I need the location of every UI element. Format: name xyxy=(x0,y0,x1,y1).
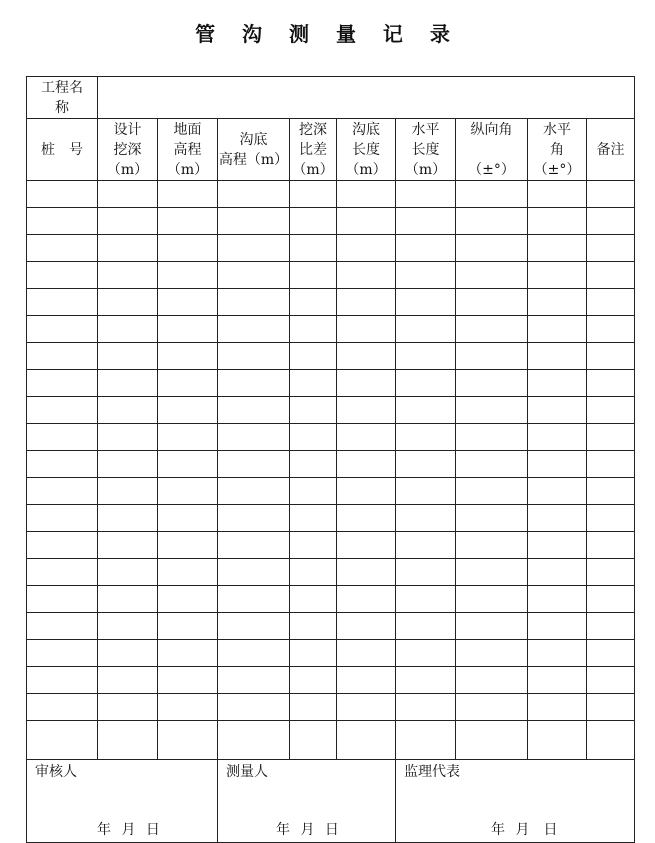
column-header-line: （m） xyxy=(106,161,149,178)
table-cell-depth_diff[interactable] xyxy=(290,370,337,397)
table-cell-design_depth[interactable] xyxy=(98,316,158,343)
table-cell-bottom_length[interactable] xyxy=(337,532,396,559)
column-header-line: 沟底 xyxy=(352,121,380,138)
table-cell-zhuanghao[interactable] xyxy=(27,505,98,532)
table-cell-design_depth[interactable] xyxy=(98,640,158,667)
column-header-horiz_angle xyxy=(528,119,587,181)
table-cell-zhuanghao[interactable] xyxy=(27,478,98,505)
table-cell-design_depth[interactable] xyxy=(98,559,158,586)
table-cell-design_depth[interactable] xyxy=(98,667,158,694)
table-cell-depth_diff[interactable] xyxy=(290,424,337,451)
table-cell-zhuanghao[interactable] xyxy=(27,586,98,613)
table-cell-horiz_angle[interactable] xyxy=(528,289,587,316)
table-cell-horiz_length[interactable] xyxy=(396,343,456,370)
table-cell-long_angle[interactable] xyxy=(456,613,528,640)
table-cell-trench_bottom_elev[interactable] xyxy=(218,586,290,613)
table-cell-remarks[interactable] xyxy=(587,613,635,640)
table-cell-trench_bottom_elev[interactable] xyxy=(218,478,290,505)
table-row xyxy=(27,532,635,559)
table-cell-depth_diff[interactable] xyxy=(290,559,337,586)
table-cell-design_depth[interactable] xyxy=(98,181,158,208)
table-cell-remarks[interactable] xyxy=(587,721,635,760)
table-cell-zhuanghao[interactable] xyxy=(27,532,98,559)
table-cell-zhuanghao[interactable] xyxy=(27,343,98,370)
table-cell-depth_diff[interactable] xyxy=(290,451,337,478)
table-cell-horiz_length[interactable] xyxy=(396,451,456,478)
table-cell-horiz_angle[interactable] xyxy=(528,532,587,559)
table-cell-horiz_length[interactable] xyxy=(396,370,456,397)
table-row xyxy=(27,586,635,613)
header-row xyxy=(27,119,635,181)
table-cell-remarks[interactable] xyxy=(587,181,635,208)
table-cell-long_angle[interactable] xyxy=(456,478,528,505)
table-cell-trench_bottom_elev[interactable] xyxy=(218,316,290,343)
table-cell-long_angle[interactable] xyxy=(456,289,528,316)
table-cell-long_angle[interactable] xyxy=(456,397,528,424)
table-cell-depth_diff[interactable] xyxy=(290,208,337,235)
table-cell-bottom_length[interactable] xyxy=(337,424,396,451)
table-cell-zhuanghao[interactable] xyxy=(27,181,98,208)
table-cell-ground_elev[interactable] xyxy=(158,640,218,667)
table-cell-horiz_length[interactable] xyxy=(396,208,456,235)
table-cell-horiz_length[interactable] xyxy=(396,667,456,694)
table-row xyxy=(27,262,635,289)
table-cell-trench_bottom_elev[interactable] xyxy=(218,721,290,760)
table-cell-zhuanghao[interactable] xyxy=(27,289,98,316)
table-row xyxy=(27,478,635,505)
table-cell-zhuanghao[interactable] xyxy=(27,613,98,640)
table-cell-depth_diff[interactable] xyxy=(290,505,337,532)
table-cell-bottom_length[interactable] xyxy=(337,181,396,208)
table-cell-trench_bottom_elev[interactable] xyxy=(218,289,290,316)
table-cell-design_depth[interactable] xyxy=(98,262,158,289)
column-header-horiz_length xyxy=(396,119,456,181)
column-header-design_depth xyxy=(98,119,158,181)
table-cell-bottom_length[interactable] xyxy=(337,262,396,289)
table-cell-horiz_angle[interactable] xyxy=(528,262,587,289)
table-cell-remarks[interactable] xyxy=(587,208,635,235)
table-cell-horiz_length[interactable] xyxy=(396,289,456,316)
table-row xyxy=(27,235,635,262)
column-header-line: 长度 xyxy=(352,141,380,158)
table-cell-zhuanghao[interactable] xyxy=(27,262,98,289)
table-cell-design_depth[interactable] xyxy=(98,505,158,532)
table-cell-ground_elev[interactable] xyxy=(158,532,218,559)
table-cell-horiz_angle[interactable] xyxy=(528,370,587,397)
table-cell-design_depth[interactable] xyxy=(98,343,158,370)
table-cell-horiz_length[interactable] xyxy=(396,181,456,208)
table-cell-trench_bottom_elev[interactable] xyxy=(218,532,290,559)
table-cell-depth_diff[interactable] xyxy=(290,343,337,370)
column-header-line: 高程 xyxy=(173,141,202,158)
table-row xyxy=(27,505,635,532)
table-cell-ground_elev[interactable] xyxy=(158,289,218,316)
table-cell-ground_elev[interactable] xyxy=(158,397,218,424)
column-header-remarks xyxy=(587,119,635,181)
table-row xyxy=(27,613,635,640)
table-cell-remarks[interactable] xyxy=(587,532,635,559)
table-row xyxy=(27,370,635,397)
page-title: 管 沟 测 量 记 录 xyxy=(195,22,460,46)
table-cell-design_depth[interactable] xyxy=(98,694,158,721)
column-header-depth_diff xyxy=(290,119,337,181)
table-cell-ground_elev[interactable] xyxy=(158,262,218,289)
survey-table xyxy=(26,76,635,843)
column-header-line: 挖深 xyxy=(299,121,327,138)
table-cell-bottom_length[interactable] xyxy=(337,478,396,505)
table-cell-long_angle[interactable] xyxy=(456,181,528,208)
table-cell-trench_bottom_elev[interactable] xyxy=(218,640,290,667)
reviewer-label: 审核人 xyxy=(35,764,77,780)
table-cell-bottom_length[interactable] xyxy=(337,586,396,613)
table-cell-remarks[interactable] xyxy=(587,343,635,370)
table-cell-horiz_angle[interactable] xyxy=(528,694,587,721)
table-cell-remarks[interactable] xyxy=(587,694,635,721)
table-cell-trench_bottom_elev[interactable] xyxy=(218,235,290,262)
table-cell-design_depth[interactable] xyxy=(98,586,158,613)
table-cell-trench_bottom_elev[interactable] xyxy=(218,424,290,451)
table-cell-trench_bottom_elev[interactable] xyxy=(218,370,290,397)
table-cell-depth_diff[interactable] xyxy=(290,532,337,559)
table-cell-remarks[interactable] xyxy=(587,586,635,613)
column-header-line: （m） xyxy=(404,161,447,178)
table-cell-horiz_length[interactable] xyxy=(396,640,456,667)
table-cell-long_angle[interactable] xyxy=(456,235,528,262)
table-cell-horiz_angle[interactable] xyxy=(528,640,587,667)
table-cell-horiz_length[interactable] xyxy=(396,559,456,586)
table-cell-bottom_length[interactable] xyxy=(337,721,396,760)
table-cell-bottom_length[interactable] xyxy=(337,694,396,721)
table-cell-depth_diff[interactable] xyxy=(290,721,337,760)
signature-row xyxy=(27,760,635,843)
table-cell-design_depth[interactable] xyxy=(98,451,158,478)
column-header-line: 纵向角 xyxy=(470,121,513,138)
table-cell-remarks[interactable] xyxy=(587,316,635,343)
table-cell-bottom_length[interactable] xyxy=(337,640,396,667)
table-cell-trench_bottom_elev[interactable] xyxy=(218,262,290,289)
table-cell-ground_elev[interactable] xyxy=(158,316,218,343)
table-cell-design_depth[interactable] xyxy=(98,397,158,424)
table-cell-bottom_length[interactable] xyxy=(337,505,396,532)
table-cell-horiz_angle[interactable] xyxy=(528,235,587,262)
table-row xyxy=(27,316,635,343)
table-cell-trench_bottom_elev[interactable] xyxy=(218,181,290,208)
table-cell-depth_diff[interactable] xyxy=(290,181,337,208)
table-cell-zhuanghao[interactable] xyxy=(27,640,98,667)
table-cell-long_angle[interactable] xyxy=(456,667,528,694)
table-cell-remarks[interactable] xyxy=(587,370,635,397)
table-cell-remarks[interactable] xyxy=(587,478,635,505)
table-cell-long_angle[interactable] xyxy=(456,532,528,559)
table-cell-remarks[interactable] xyxy=(587,262,635,289)
table-cell-trench_bottom_elev[interactable] xyxy=(218,694,290,721)
column-header-line: 高程（m） xyxy=(218,151,289,168)
table-row xyxy=(27,343,635,370)
table-cell-depth_diff[interactable] xyxy=(290,316,337,343)
table-row xyxy=(27,208,635,235)
table-cell-trench_bottom_elev[interactable] xyxy=(218,559,290,586)
table-cell-ground_elev[interactable] xyxy=(158,370,218,397)
table-row xyxy=(27,289,635,316)
table-cell-design_depth[interactable] xyxy=(98,721,158,760)
column-header-line: （±°） xyxy=(468,161,515,178)
table-cell-remarks[interactable] xyxy=(587,289,635,316)
table-cell-ground_elev[interactable] xyxy=(158,451,218,478)
column-header-line: 地面 xyxy=(173,121,202,138)
table-cell-depth_diff[interactable] xyxy=(290,235,337,262)
table-cell-ground_elev[interactable] xyxy=(158,613,218,640)
table-cell-trench_bottom_elev[interactable] xyxy=(218,505,290,532)
table-cell-horiz_angle[interactable] xyxy=(528,478,587,505)
column-header-line: 备注 xyxy=(596,141,625,158)
column-header-line: （m） xyxy=(292,161,334,178)
table-cell-remarks[interactable] xyxy=(587,397,635,424)
table-cell-zhuanghao[interactable] xyxy=(27,235,98,262)
column-header-line: 桩 号 xyxy=(41,141,83,158)
table-cell-long_angle[interactable] xyxy=(456,586,528,613)
table-cell-design_depth[interactable] xyxy=(98,532,158,559)
table-cell-design_depth[interactable] xyxy=(98,235,158,262)
project-name-row xyxy=(27,77,635,119)
table-cell-long_angle[interactable] xyxy=(456,559,528,586)
table-cell-horiz_length[interactable] xyxy=(396,721,456,760)
table-cell-bottom_length[interactable] xyxy=(337,235,396,262)
table-cell-long_angle[interactable] xyxy=(456,262,528,289)
table-cell-zhuanghao[interactable] xyxy=(27,667,98,694)
table-row xyxy=(27,181,635,208)
table-cell-horiz_length[interactable] xyxy=(396,532,456,559)
table-cell-ground_elev[interactable] xyxy=(158,667,218,694)
table-row xyxy=(27,694,635,721)
table-cell-trench_bottom_elev[interactable] xyxy=(218,397,290,424)
column-header-line: 水平 xyxy=(543,121,571,138)
supervisor-label: 监理代表 xyxy=(404,764,460,780)
table-cell-trench_bottom_elev[interactable] xyxy=(218,667,290,694)
table-cell-remarks[interactable] xyxy=(587,424,635,451)
supervisor-cell[interactable] xyxy=(396,760,635,843)
column-header-line: 水平 xyxy=(411,121,440,138)
column-header-zhuanghao xyxy=(27,119,98,181)
surveyor-label: 测量人 xyxy=(226,764,268,780)
table-cell-ground_elev[interactable] xyxy=(158,208,218,235)
table-cell-bottom_length[interactable] xyxy=(337,289,396,316)
column-header-line: 沟底 xyxy=(239,131,268,148)
table-row xyxy=(27,424,635,451)
surveyor-date: 年 月 日 xyxy=(276,822,339,838)
table-cell-long_angle[interactable] xyxy=(456,505,528,532)
table-cell-horiz_angle[interactable] xyxy=(528,343,587,370)
column-header-bottom_length xyxy=(337,119,396,181)
table-cell-zhuanghao[interactable] xyxy=(27,370,98,397)
table-cell-long_angle[interactable] xyxy=(456,370,528,397)
reviewer-cell[interactable] xyxy=(27,760,218,843)
table-cell-remarks[interactable] xyxy=(587,667,635,694)
table-cell-horiz_length[interactable] xyxy=(396,316,456,343)
table-cell-horiz_length[interactable] xyxy=(396,262,456,289)
table-cell-long_angle[interactable] xyxy=(456,694,528,721)
table-cell-design_depth[interactable] xyxy=(98,208,158,235)
table-cell-horiz_length[interactable] xyxy=(396,424,456,451)
column-header-line: 设计 xyxy=(113,121,142,138)
table-cell-horiz_angle[interactable] xyxy=(528,424,587,451)
table-cell-horiz_length[interactable] xyxy=(396,235,456,262)
table-cell-horiz_angle[interactable] xyxy=(528,721,587,760)
column-header-ground_elev xyxy=(158,119,218,181)
surveyor-cell[interactable] xyxy=(218,760,396,843)
table-cell-horiz_length[interactable] xyxy=(396,505,456,532)
table-cell-horiz_angle[interactable] xyxy=(528,559,587,586)
table-cell-ground_elev[interactable] xyxy=(158,694,218,721)
table-cell-bottom_length[interactable] xyxy=(337,451,396,478)
table-cell-ground_elev[interactable] xyxy=(158,478,218,505)
reviewer-date: 年 月 日 xyxy=(97,822,160,838)
table-cell-depth_diff[interactable] xyxy=(290,289,337,316)
table-cell-zhuanghao[interactable] xyxy=(27,694,98,721)
column-header-line xyxy=(456,140,527,160)
table-cell-design_depth[interactable] xyxy=(98,370,158,397)
table-cell-ground_elev[interactable] xyxy=(158,424,218,451)
table-cell-depth_diff[interactable] xyxy=(290,586,337,613)
column-header-line: 比差 xyxy=(299,141,327,158)
table-cell-depth_diff[interactable] xyxy=(290,397,337,424)
table-row xyxy=(27,559,635,586)
table-cell-bottom_length[interactable] xyxy=(337,208,396,235)
table-cell-horiz_angle[interactable] xyxy=(528,667,587,694)
table-cell-horiz_angle[interactable] xyxy=(528,505,587,532)
table-cell-long_angle[interactable] xyxy=(456,316,528,343)
supervisor-date: 年 月 日 xyxy=(491,822,558,838)
table-cell-bottom_length[interactable] xyxy=(337,559,396,586)
table-row xyxy=(27,397,635,424)
project-name-field[interactable] xyxy=(98,77,635,119)
table-cell-trench_bottom_elev[interactable] xyxy=(218,613,290,640)
table-cell-ground_elev[interactable] xyxy=(158,505,218,532)
table-cell-long_angle[interactable] xyxy=(456,721,528,760)
column-header-line: 挖深 xyxy=(113,141,142,158)
table-cell-zhuanghao[interactable] xyxy=(27,424,98,451)
table-cell-bottom_length[interactable] xyxy=(337,316,396,343)
table-cell-zhuanghao[interactable] xyxy=(27,559,98,586)
table-cell-horiz_angle[interactable] xyxy=(528,181,587,208)
table-cell-ground_elev[interactable] xyxy=(158,586,218,613)
column-header-line: （m） xyxy=(345,161,387,178)
table-cell-depth_diff[interactable] xyxy=(290,694,337,721)
table-cell-remarks[interactable] xyxy=(587,505,635,532)
table-cell-horiz_length[interactable] xyxy=(396,478,456,505)
table-cell-horiz_angle[interactable] xyxy=(528,208,587,235)
table-cell-bottom_length[interactable] xyxy=(337,397,396,424)
table-cell-zhuanghao[interactable] xyxy=(27,208,98,235)
table-cell-depth_diff[interactable] xyxy=(290,640,337,667)
column-header-line: （m） xyxy=(166,161,209,178)
table-cell-remarks[interactable] xyxy=(587,451,635,478)
table-cell-horiz_angle[interactable] xyxy=(528,397,587,424)
table-cell-trench_bottom_elev[interactable] xyxy=(218,343,290,370)
table-row xyxy=(27,721,635,760)
column-header-line: 角 xyxy=(550,141,564,158)
table-cell-horiz_length[interactable] xyxy=(396,586,456,613)
table-cell-bottom_length[interactable] xyxy=(337,343,396,370)
table-cell-bottom_length[interactable] xyxy=(337,613,396,640)
table-cell-horiz_angle[interactable] xyxy=(528,316,587,343)
table-cell-ground_elev[interactable] xyxy=(158,721,218,760)
table-cell-long_angle[interactable] xyxy=(456,343,528,370)
table-cell-long_angle[interactable] xyxy=(456,208,528,235)
table-cell-long_angle[interactable] xyxy=(456,424,528,451)
table-cell-depth_diff[interactable] xyxy=(290,262,337,289)
table-cell-remarks[interactable] xyxy=(587,559,635,586)
column-header-line: （±°） xyxy=(533,161,581,178)
table-cell-horiz_angle[interactable] xyxy=(528,586,587,613)
table-cell-design_depth[interactable] xyxy=(98,613,158,640)
table-cell-ground_elev[interactable] xyxy=(158,559,218,586)
table-cell-horiz_angle[interactable] xyxy=(528,451,587,478)
table-cell-zhuanghao[interactable] xyxy=(27,451,98,478)
table-cell-zhuanghao[interactable] xyxy=(27,397,98,424)
table-cell-design_depth[interactable] xyxy=(98,478,158,505)
table-cell-zhuanghao[interactable] xyxy=(27,721,98,760)
column-header-line: 长度 xyxy=(411,141,440,158)
table-cell-bottom_length[interactable] xyxy=(337,667,396,694)
table-cell-horiz_length[interactable] xyxy=(396,397,456,424)
table-cell-ground_elev[interactable] xyxy=(158,343,218,370)
table-cell-ground_elev[interactable] xyxy=(158,181,218,208)
table-cell-horiz_length[interactable] xyxy=(396,694,456,721)
table-cell-ground_elev[interactable] xyxy=(158,235,218,262)
table-cell-design_depth[interactable] xyxy=(98,424,158,451)
table-cell-long_angle[interactable] xyxy=(456,640,528,667)
table-cell-depth_diff[interactable] xyxy=(290,667,337,694)
table-cell-remarks[interactable] xyxy=(587,640,635,667)
table-cell-trench_bottom_elev[interactable] xyxy=(218,208,290,235)
project-name-label: 工程名称 xyxy=(27,77,98,119)
table-cell-remarks[interactable] xyxy=(587,235,635,262)
table-cell-bottom_length[interactable] xyxy=(337,370,396,397)
table-cell-horiz_angle[interactable] xyxy=(528,613,587,640)
table-row xyxy=(27,640,635,667)
data-rows xyxy=(27,181,635,760)
table-cell-zhuanghao[interactable] xyxy=(27,316,98,343)
table-cell-trench_bottom_elev[interactable] xyxy=(218,451,290,478)
table-cell-depth_diff[interactable] xyxy=(290,613,337,640)
table-row xyxy=(27,667,635,694)
column-header-trench_bottom_elev xyxy=(218,119,290,181)
table-row xyxy=(27,451,635,478)
table-cell-long_angle[interactable] xyxy=(456,451,528,478)
table-cell-depth_diff[interactable] xyxy=(290,478,337,505)
column-header-long_angle xyxy=(456,119,528,181)
table-cell-design_depth[interactable] xyxy=(98,289,158,316)
table-cell-horiz_length[interactable] xyxy=(396,613,456,640)
